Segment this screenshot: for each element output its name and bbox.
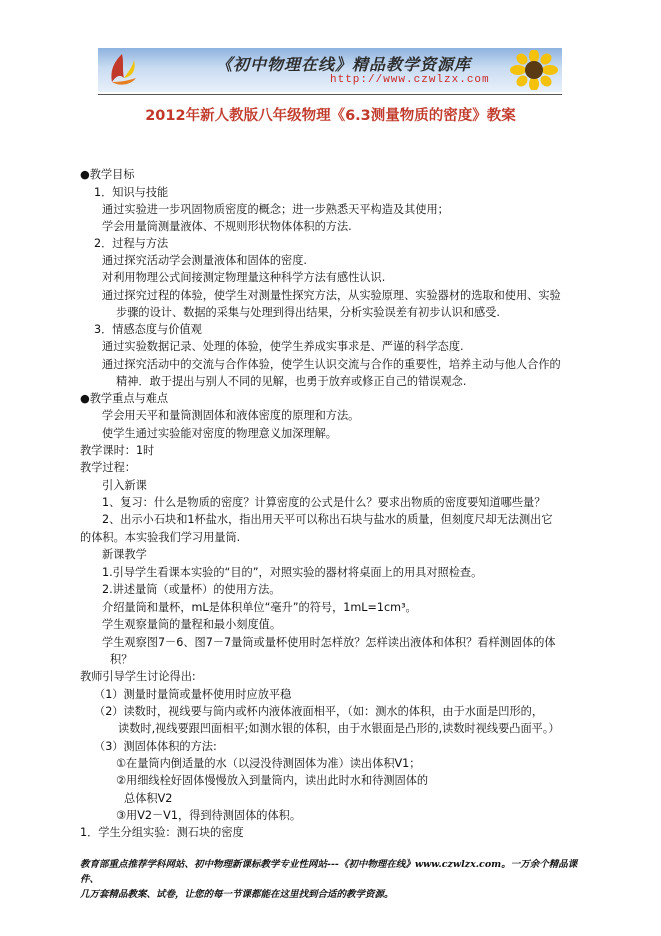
text-line: 读数时,视线要跟凹面相平;如测水银的体积，由于水银面是凸形的,读数时视线要凸面平。） xyxy=(118,722,560,735)
text-line: 通过探究活动学会测量液体和固体的密度. xyxy=(102,254,307,267)
text-line: 教学过程： xyxy=(80,461,136,474)
text-line: 1.引导学生看课本实验的“目的”，对照实验的器材将桌面上的用具对照检查。 xyxy=(102,566,483,579)
text-line: 3．情感态度与价值观 xyxy=(94,323,202,336)
text-line: 引入新课 xyxy=(102,479,147,492)
text-line: （2）读数时，视线要与筒内或杯内液体液面相平，（如：测水的体积，由于水面是凹形的， xyxy=(94,705,544,718)
text-line: 的体积。本实验我们学习用量筒. xyxy=(80,531,241,544)
site-logo-icon xyxy=(102,52,142,88)
text-line: ①在量筒内倒适量的水（以浸没待测固体为准）读出体积V1； xyxy=(116,757,421,770)
text-line: 介绍量筒和量杯，mL是体积单位“毫升”的符号，1mL=1cm³。 xyxy=(102,601,417,614)
text-line: 通过实验进一步巩固物质密度的概念；进一步熟悉天平构造及其使用； xyxy=(102,203,449,216)
text-line: （3）测固体体积的方法: xyxy=(94,740,217,753)
document-title: 2012年新人教版八年级物理《6.3测量物质的密度》教案 xyxy=(145,108,516,124)
text-line: 2、出示小石块和1杯盐水，指出用天平可以称出石块与盐水的质量，但刻度尺却无法测出它 xyxy=(102,513,553,526)
text-line: 精神．敢于提出与别人不同的见解，也勇于放弃或修正自己的错误观念. xyxy=(116,375,467,388)
footer-line: 教育部重点推荐学科网站、初中物理新课标教学专业性网站---《初中物理在线》www.czwlzx.com。一万余个精品课件、 xyxy=(80,859,578,885)
text-line: 通过探究活动中的交流与合作体验，使学生认识交流与合作的重要性，培养主动与他人合作的 xyxy=(102,358,561,371)
text-line: 学生观察量筒的量程和最小刻度值。 xyxy=(102,618,282,631)
header-banner xyxy=(98,48,562,92)
text-line: 新课教学 xyxy=(102,548,147,561)
text-line: 2.讲述量筒（或量杯）的使用方法。 xyxy=(102,583,281,596)
banner-url[interactable]: http://www.czwlzx.com xyxy=(330,74,490,86)
text-line: ●教学重点与难点 xyxy=(80,392,169,405)
sunflower-icon xyxy=(510,50,558,90)
text-line: ②用细线栓好固体慢慢放入到量筒内，读出此时水和待测固体的 xyxy=(116,774,429,787)
text-line: ③用V2－V1，得到待测固体的体积。 xyxy=(116,809,302,822)
text-line: 1．学生分组实验：测石块的密度 xyxy=(80,826,244,839)
text-line: 教师引导学生讨论得出: xyxy=(80,670,196,683)
text-line: 学会用天平和量筒测固体和液体密度的原理和方法。 xyxy=(102,409,360,422)
text-line: 使学生通过实验能对密度的物理意义加深理解。 xyxy=(102,427,337,440)
header-rule xyxy=(98,94,562,95)
text-line: 教学课时：1时 xyxy=(80,444,155,457)
text-line: 通过探究过程的体验，使学生对测量性探究方法，从实验原理、实验器材的选取和使用、实验 xyxy=(102,289,561,302)
footer-line: 几万套精品教案、试卷，让您的每一节课都能在这里找到合适的教学资源。 xyxy=(80,889,394,900)
text-line: 2．过程与方法 xyxy=(94,237,169,250)
text-line: 学生观察图7－6、图7－7量筒或量杯使用时怎样放？怎样读出液体和体积？看样测固体的体 xyxy=(102,636,556,649)
banner-title: 《初中物理在线》精品教学资源库 xyxy=(216,55,472,74)
text-line: 1．知识与技能 xyxy=(94,186,169,199)
text-line: 1、复习：什么是物质的密度？计算密度的公式是什么？要求出物质的密度要知道哪些量？ xyxy=(102,496,546,509)
text-line: ●教学目标 xyxy=(80,168,135,181)
text-line: 积？ xyxy=(110,653,133,666)
text-line: 对利用物理公式间接测定物理量这种科学方法有感性认识. xyxy=(102,271,386,284)
text-line: 学会用量筒测量液体、不规则形状物体体积的方法. xyxy=(102,220,352,233)
text-line: 总体积V2 xyxy=(124,792,173,805)
page-footer xyxy=(80,857,580,902)
text-line: 步骤的设计、数据的采集与处理到得出结果，分析实验误差有初步认识和感受. xyxy=(116,306,500,319)
text-line: （1）测量时量筒或量杯使用时应放平稳 xyxy=(94,688,292,701)
text-line: 通过实验数据记录、处理的体验，使学生养成实事求是、严谨的科学态度. xyxy=(102,340,464,353)
